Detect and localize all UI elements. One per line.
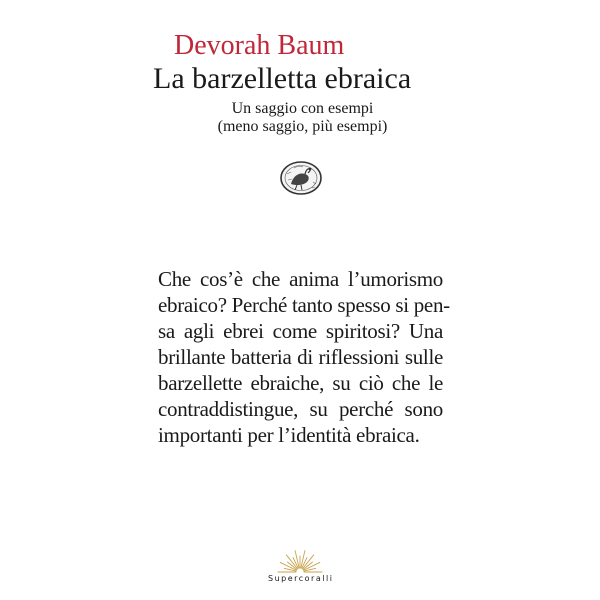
- blurb-line: ebraico? Perché tanto spesso si pen-: [158, 293, 450, 317]
- blurb-line: contraddistingue, su perché sono: [158, 397, 443, 421]
- blurb-line: barzellette ebraiche, su ciò che le: [158, 371, 443, 395]
- blurb-line: brillante batteria di riflessioni sulle: [158, 345, 443, 369]
- blurb-text: [158, 266, 450, 448]
- blurb-line: importanti per l’identità ebraica.: [158, 423, 420, 447]
- blurb-line: Che cos’è che anima l’umorismo: [158, 267, 443, 291]
- book-title: La barzelletta ebraica: [153, 62, 412, 95]
- einaudi-ostrich-emblem-icon: [279, 160, 323, 196]
- blurb-line: sa agli ebrei come spiritosi? Una: [158, 319, 443, 343]
- subtitle-line-1: Un saggio con esempi: [231, 100, 374, 117]
- author-name: Devorah Baum: [174, 30, 345, 61]
- publisher-series-name: Supercoralli: [268, 574, 334, 583]
- subtitle-line-2: (meno saggio, più esempi): [217, 118, 388, 135]
